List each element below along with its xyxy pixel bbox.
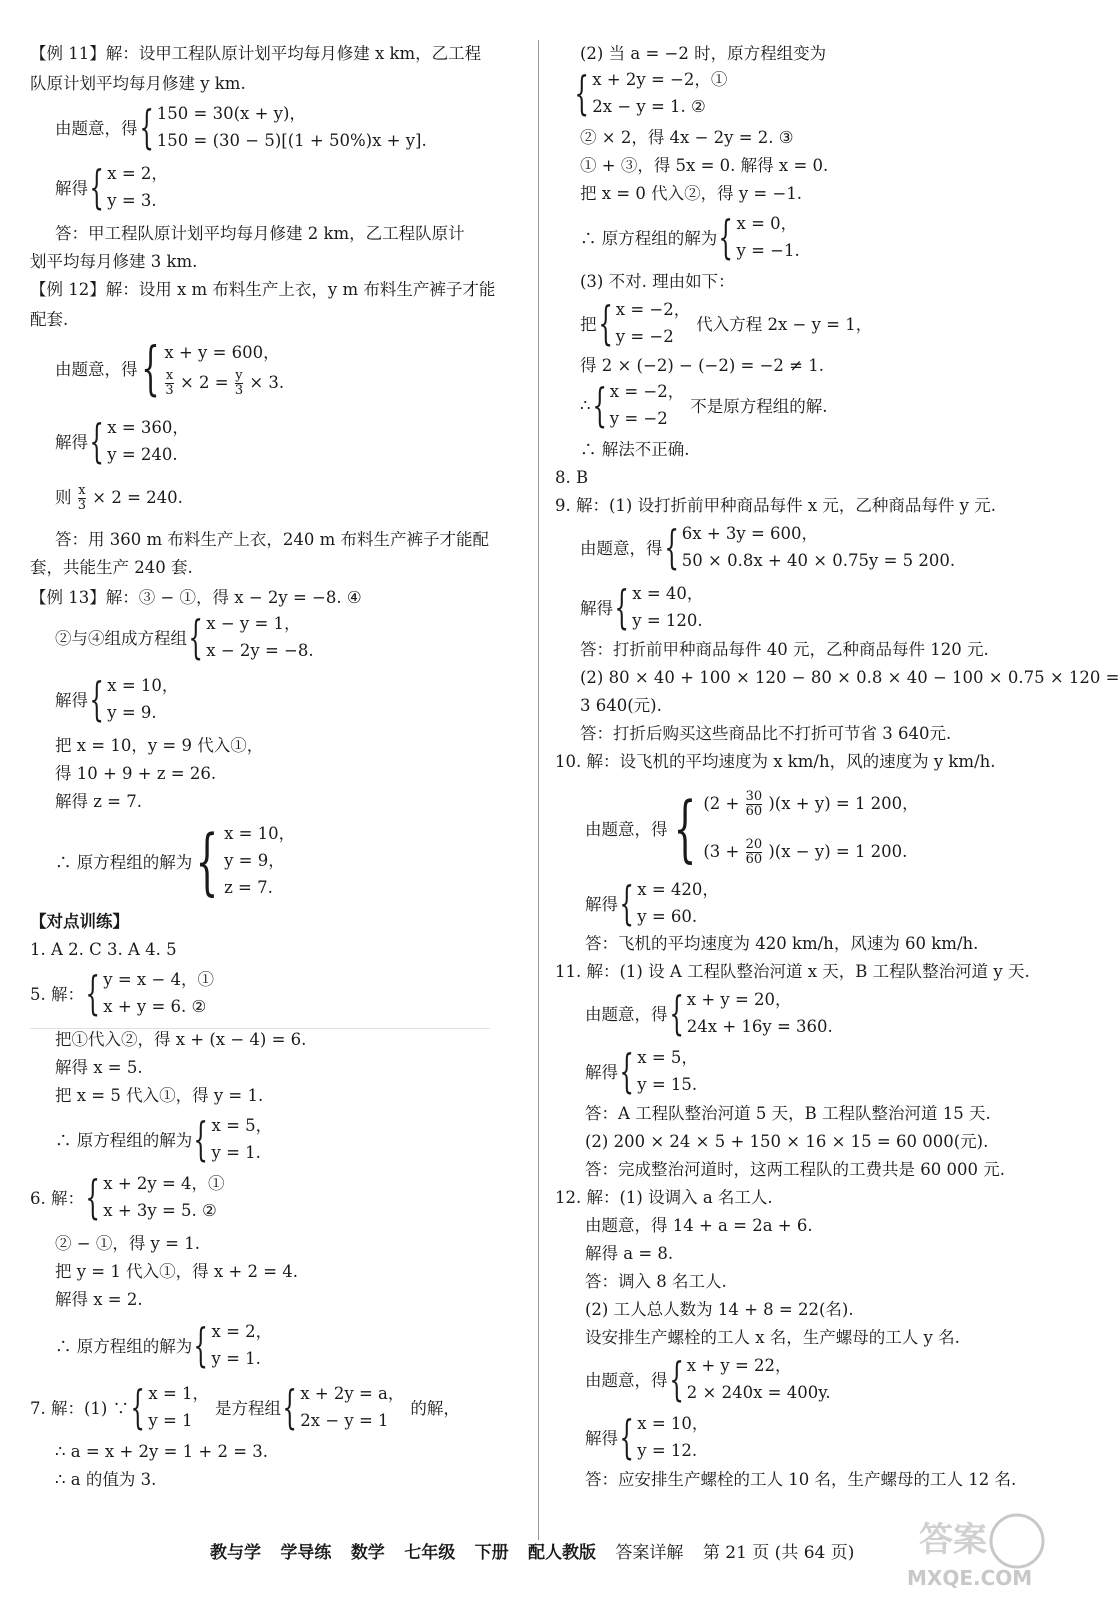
q7-2-head: (2) 当 a = −2 时，原方程组变为 bbox=[580, 44, 827, 63]
ex12-sol1: x = 360， bbox=[107, 418, 189, 437]
q11-2: (2) 200 × 24 × 5 + 150 × 16 × 15 = 60 000(元). bbox=[585, 1132, 989, 1151]
page-footer bbox=[210, 1538, 910, 1563]
brace: { bbox=[282, 1380, 297, 1434]
ex12-answer2: 套，共能生产 240 套. bbox=[30, 558, 193, 577]
ex13-sol2: y = 9. bbox=[107, 703, 157, 722]
ex12-eq2: $\frac{x}{3}$ × 2 = $\frac{y}{3}$ × 3. bbox=[165, 368, 285, 398]
q7-2-eq2: 2x − y = 1. ② bbox=[592, 97, 706, 116]
q7-2-sol2: y = −1. bbox=[736, 241, 800, 260]
ex12-system bbox=[55, 334, 285, 402]
watermark-icon bbox=[899, 1505, 1049, 1595]
brace: { bbox=[619, 876, 634, 930]
brace: { bbox=[89, 160, 104, 214]
q7-3-b2: y = −2 bbox=[609, 409, 668, 428]
ex11-eq2: 150 = (30 − 5)[(1 + 50%)x + y]. bbox=[156, 131, 427, 150]
q7-b2: 2x − y = 1 bbox=[300, 1411, 389, 1430]
q5-sol1: x = 5， bbox=[211, 1116, 273, 1135]
ex13-combine: ②与④组成方程组 bbox=[55, 629, 187, 648]
ex11-sol2: y = 3. bbox=[107, 191, 157, 210]
q12-sol2: y = 12. bbox=[637, 1441, 698, 1460]
q10-given: 由题意，得 bbox=[585, 820, 668, 839]
footer-series: 学导练 bbox=[280, 1543, 332, 1563]
q7-3-tail: 代入方程 2x − y = 1， bbox=[696, 315, 873, 334]
brace: { bbox=[138, 100, 154, 154]
ex13-result-label: ∴ 原方程组的解为 bbox=[55, 852, 193, 872]
q5-line3: 把 x = 5 代入①，得 y = 1. bbox=[55, 1086, 264, 1105]
ex11-line1: 【例 11】解：设甲工程队原计划平均每月修建 x km，乙工程 bbox=[30, 44, 482, 63]
ex11-given: 由题意，得 bbox=[55, 119, 138, 138]
q11-answer: 答：A 工程队整治河道 5 天，B 工程队整治河道 15 天. bbox=[585, 1104, 991, 1123]
q10-solve-label: 解得 bbox=[585, 895, 618, 914]
q12-eq1: x + y = 22， bbox=[686, 1356, 792, 1375]
brace: { bbox=[85, 966, 100, 1020]
q5-solution bbox=[55, 1112, 272, 1166]
q12-sol1: x = 10， bbox=[637, 1414, 709, 1433]
q5-line1: 把①代入②，得 x + (x − 4) = 6. bbox=[55, 1030, 307, 1049]
ex13-system bbox=[55, 610, 314, 664]
q7-3-line1: 得 2 × (−2) − (−2) = −2 ≠ 1. bbox=[580, 356, 824, 375]
q11-sol2: y = 15. bbox=[637, 1075, 698, 1094]
q12-eq2: 2 × 240x = 400y. bbox=[686, 1383, 831, 1402]
brace: { bbox=[574, 66, 589, 120]
watermark-logo bbox=[899, 1505, 1049, 1595]
q7-b1: x + 2y = a， bbox=[300, 1384, 405, 1403]
ex13-solve-label: 解得 bbox=[55, 691, 88, 710]
q12-2-line1: (2) 工人总人数为 14 + 8 = 22(名). bbox=[585, 1300, 854, 1319]
footer-grade: 七年级 bbox=[404, 1543, 456, 1563]
q11-solution bbox=[585, 1044, 698, 1098]
ex11-answer1: 答：甲工程队原计划平均每月修建 2 km，乙工程队原计 bbox=[55, 224, 465, 243]
q8-answer: 8. B bbox=[555, 468, 589, 487]
brace: { bbox=[85, 1170, 100, 1224]
footer-edition: 配人教版 bbox=[528, 1543, 597, 1563]
q12-given: 由题意，得 bbox=[585, 1371, 668, 1390]
q6-line2: 把 y = 1 代入①，得 x + 2 = 4. bbox=[55, 1262, 299, 1281]
q6-eq1: x + 2y = 4，① bbox=[103, 1174, 225, 1193]
ex11-solve-label: 解得 bbox=[55, 179, 88, 198]
brace: { bbox=[193, 1318, 209, 1372]
ex12-solve-label: 解得 bbox=[55, 433, 88, 452]
q7-head: 7. 解：(1) ∵ bbox=[30, 1399, 130, 1418]
ex12-given: 由题意，得 bbox=[55, 360, 138, 379]
q7-3-head: (3) 不对. 理由如下： bbox=[580, 272, 735, 291]
brace: { bbox=[614, 580, 629, 634]
q9-solve-label: 解得 bbox=[580, 599, 613, 618]
brace: { bbox=[597, 296, 613, 350]
brace: { bbox=[89, 414, 104, 468]
training-heading: 【对点训练】 bbox=[30, 912, 129, 931]
q12-answer2: 答：应安排生产螺栓的工人 10 名，生产螺母的工人 12 名. bbox=[585, 1470, 1017, 1489]
left-column bbox=[30, 40, 520, 1530]
q10-eq2: (3 + $\frac{20}{60}$ )(x − y) = 1 200. bbox=[703, 837, 908, 867]
brace: { bbox=[130, 1380, 146, 1434]
q7-3-conclusion bbox=[580, 378, 827, 432]
q9-eq1: 6x + 3y = 600， bbox=[681, 524, 819, 543]
q6-solution bbox=[55, 1318, 272, 1372]
brace: { bbox=[140, 334, 160, 402]
ex13-res2: y = 9， bbox=[224, 851, 285, 870]
q5-line2: 解得 x = 5. bbox=[55, 1058, 143, 1077]
svg-text:答案: 答案 bbox=[919, 1520, 987, 1560]
q7-system bbox=[30, 1380, 460, 1434]
q10-eq1: (2 + $\frac{30}{60}$ )(x + y) = 1 200， bbox=[703, 789, 919, 819]
q11-sol1: x = 5， bbox=[637, 1048, 698, 1067]
q5-head: 5. 解： bbox=[30, 985, 84, 1004]
q7-a2: y = 1 bbox=[148, 1411, 193, 1430]
ex13-result bbox=[55, 820, 295, 901]
ex12-then: 则 $\frac{x}{3}$ × 2 = 240. bbox=[55, 483, 183, 513]
q11-2-answer: 答：完成整治河道时，这两工程队的工费共是 60 000 元. bbox=[585, 1160, 1005, 1179]
q11-eq1: x + y = 20， bbox=[686, 990, 792, 1009]
brace: { bbox=[619, 1410, 634, 1464]
brace: { bbox=[188, 610, 203, 664]
scan-line bbox=[30, 1028, 490, 1029]
q10-answer: 答：飞机的平均速度为 420 km/h，风速为 60 km/h. bbox=[585, 934, 979, 953]
q9-given: 由题意，得 bbox=[580, 539, 663, 558]
ex13-get: 得 10 + 9 + z = 26. bbox=[55, 764, 217, 783]
q10-solution bbox=[585, 876, 719, 930]
q11-system bbox=[585, 986, 833, 1040]
q7-a1: x = 1， bbox=[148, 1384, 210, 1403]
q9-head: 9. 解：(1) 设打折前甲种商品每件 x 元，乙种商品每件 y 元. bbox=[555, 496, 996, 515]
answers-1-4: 1. A 2. C 3. A 4. 5 bbox=[30, 940, 177, 959]
q9-sol1: x = 40， bbox=[632, 584, 704, 603]
q7-tail: 的解， bbox=[410, 1399, 460, 1418]
q5-sol-label: ∴ 原方程组的解为 bbox=[55, 1131, 193, 1150]
q11-head: 11. 解：(1) 设 A 工程队整治河道 x 天，B 工程队整治河道 y 天. bbox=[555, 962, 1030, 981]
q11-solve-label: 解得 bbox=[585, 1063, 618, 1082]
q12-line1: 由题意，得 14 + a = 2a + 6. bbox=[585, 1216, 813, 1235]
ex12-line1: 【例 12】解：设用 x m 布料生产上衣，y m 布料生产裤子才能 bbox=[30, 280, 496, 299]
brace: { bbox=[668, 1352, 684, 1406]
ex13-line1: 【例 13】解：③ − ①，得 x − 2y = −8. ④ bbox=[30, 588, 362, 607]
q10-system bbox=[585, 780, 919, 876]
q5-sol2: y = 1. bbox=[211, 1143, 261, 1162]
q6-sol2: y = 1. bbox=[211, 1349, 261, 1368]
q9-2-answer: 答：打折后购买这些商品比不打折可节省 3 640元. bbox=[580, 724, 952, 743]
ex13-solution bbox=[55, 672, 178, 726]
ex11-answer2: 划平均每月修建 3 km. bbox=[30, 252, 198, 271]
footer-subject: 数学 bbox=[350, 1543, 385, 1563]
q12-head: 12. 解：(1) 设调入 a 名工人. bbox=[555, 1188, 773, 1207]
ex13-eq2: x − 2y = −8. bbox=[206, 641, 314, 660]
ex12-eq1: x + y = 600， bbox=[164, 343, 280, 362]
q6-line3: 解得 x = 2. bbox=[55, 1290, 143, 1309]
column-divider bbox=[538, 40, 539, 1540]
q6-sol1: x = 2， bbox=[211, 1322, 273, 1341]
brace: { bbox=[718, 210, 734, 264]
ex13-substitute: 把 x = 10，y = 9 代入①， bbox=[55, 736, 264, 755]
q7-2-sol-label: ∴ 原方程组的解为 bbox=[580, 229, 718, 248]
q7-3-put: 把 bbox=[580, 315, 597, 334]
q7-2-system bbox=[573, 66, 727, 120]
q9-2-line1: (2) 80 × 40 + 100 × 120 − 80 × 0.8 × 40 − 100 × 0.75 × 120 = bbox=[580, 668, 1119, 687]
q10-head: 10. 解：设飞机的平均速度为 x km/h，风的速度为 y km/h. bbox=[555, 752, 996, 771]
q9-answer: 答：打折前甲种商品每件 40 元，乙种商品每件 120 元. bbox=[580, 640, 989, 659]
q7-3-therefore: ∴ bbox=[580, 395, 591, 415]
q12-2-line2: 设安排生产螺栓的工人 x 名，生产螺母的工人 y 名. bbox=[585, 1328, 960, 1347]
ex11-eq1: 150 = 30(x + y)， bbox=[156, 104, 306, 123]
q12-system bbox=[585, 1352, 831, 1406]
q7-2-line2: ① + ③，得 5x = 0. 解得 x = 0. bbox=[580, 156, 829, 175]
q10-sol1: x = 420， bbox=[637, 880, 719, 899]
q9-solution bbox=[580, 580, 703, 634]
ex12-sol2: y = 240. bbox=[107, 445, 178, 464]
ex11-solution bbox=[55, 160, 168, 214]
brace: { bbox=[672, 786, 696, 870]
svg-text:MXQE.COM: MXQE.COM bbox=[907, 1566, 1033, 1590]
q6-line1: ② − ①，得 y = 1. bbox=[55, 1234, 200, 1253]
footer-volume: 下册 bbox=[474, 1543, 509, 1563]
q9-eq2: 50 × 0.8x + 40 × 0.75y = 5 200. bbox=[681, 551, 956, 570]
q7-line1: ∴ a = x + 2y = 1 + 2 = 3. bbox=[55, 1442, 269, 1461]
brace: { bbox=[619, 1044, 634, 1098]
q7-mid: 是方程组 bbox=[215, 1399, 282, 1418]
ex13-eq1: x − y = 1， bbox=[206, 614, 301, 633]
ex13-z: 解得 z = 7. bbox=[55, 792, 142, 811]
q7-3-b1: x = −2， bbox=[609, 382, 685, 401]
brace: { bbox=[89, 672, 104, 726]
q5-system bbox=[30, 966, 214, 1020]
ex11-line2: 队原计划平均每月修建 y km. bbox=[30, 74, 246, 93]
q7-2-line1: ② × 2，得 4x − 2y = 2. ③ bbox=[580, 128, 794, 147]
brace: { bbox=[663, 520, 679, 574]
q11-eq2: 24x + 16y = 360. bbox=[686, 1017, 833, 1036]
brace: { bbox=[195, 818, 219, 903]
q5-eq1: y = x − 4，① bbox=[103, 970, 215, 989]
q9-sol2: y = 120. bbox=[632, 611, 703, 630]
q6-system bbox=[30, 1170, 225, 1224]
footer-brand: 教与学 bbox=[210, 1543, 261, 1563]
q6-eq2: x + 3y = 5. ② bbox=[103, 1201, 217, 1220]
q9-2-line2: 3 640(元). bbox=[580, 696, 662, 715]
footer-section: 答案详解 bbox=[615, 1543, 684, 1563]
q7-3-check bbox=[580, 296, 872, 350]
q9-system bbox=[580, 520, 955, 574]
ex11-system bbox=[55, 100, 427, 154]
q7-3-a2: y = −2 bbox=[615, 327, 674, 346]
q7-2-solution bbox=[580, 210, 800, 264]
q7-3-tail2: 不是原方程组的解. bbox=[690, 397, 828, 416]
ex12-line2: 配套. bbox=[30, 310, 69, 329]
ex13-res3: z = 7. bbox=[224, 878, 273, 897]
q11-given: 由题意，得 bbox=[585, 1005, 668, 1024]
q6-sol-label: ∴ 原方程组的解为 bbox=[55, 1337, 193, 1356]
q5-eq2: x + y = 6. ② bbox=[103, 997, 207, 1016]
q7-3-end: ∴ 解法不正确. bbox=[580, 440, 690, 459]
ex13-sol1: x = 10， bbox=[107, 676, 179, 695]
ex13-res1: x = 10， bbox=[224, 824, 296, 843]
brace: { bbox=[591, 378, 607, 432]
brace: { bbox=[668, 986, 684, 1040]
q7-2-sol1: x = 0， bbox=[736, 214, 798, 233]
q10-sol2: y = 60. bbox=[637, 907, 698, 926]
q12-solve-label: 解得 bbox=[585, 1429, 618, 1448]
q12-answer1: 答：调入 8 名工人. bbox=[585, 1272, 727, 1291]
ex12-solution bbox=[55, 414, 189, 468]
q7-line2: ∴ a 的值为 3. bbox=[55, 1470, 157, 1489]
ex12-answer1: 答：用 360 m 布料生产上衣，240 m 布料生产裤子才能配 bbox=[55, 530, 490, 549]
q12-solution bbox=[585, 1410, 708, 1464]
q7-2-line3: 把 x = 0 代入②，得 y = −1. bbox=[580, 184, 803, 203]
q7-2-eq1: x + 2y = −2，① bbox=[592, 70, 728, 89]
footer-page-number: 第 21 页 (共 64 页) bbox=[702, 1543, 855, 1563]
q6-head: 6. 解： bbox=[30, 1189, 84, 1208]
right-column bbox=[555, 40, 1119, 1530]
brace: { bbox=[193, 1112, 209, 1166]
q12-line2: 解得 a = 8. bbox=[585, 1244, 674, 1263]
ex11-sol1: x = 2， bbox=[107, 164, 168, 183]
q7-3-a1: x = −2， bbox=[615, 300, 691, 319]
